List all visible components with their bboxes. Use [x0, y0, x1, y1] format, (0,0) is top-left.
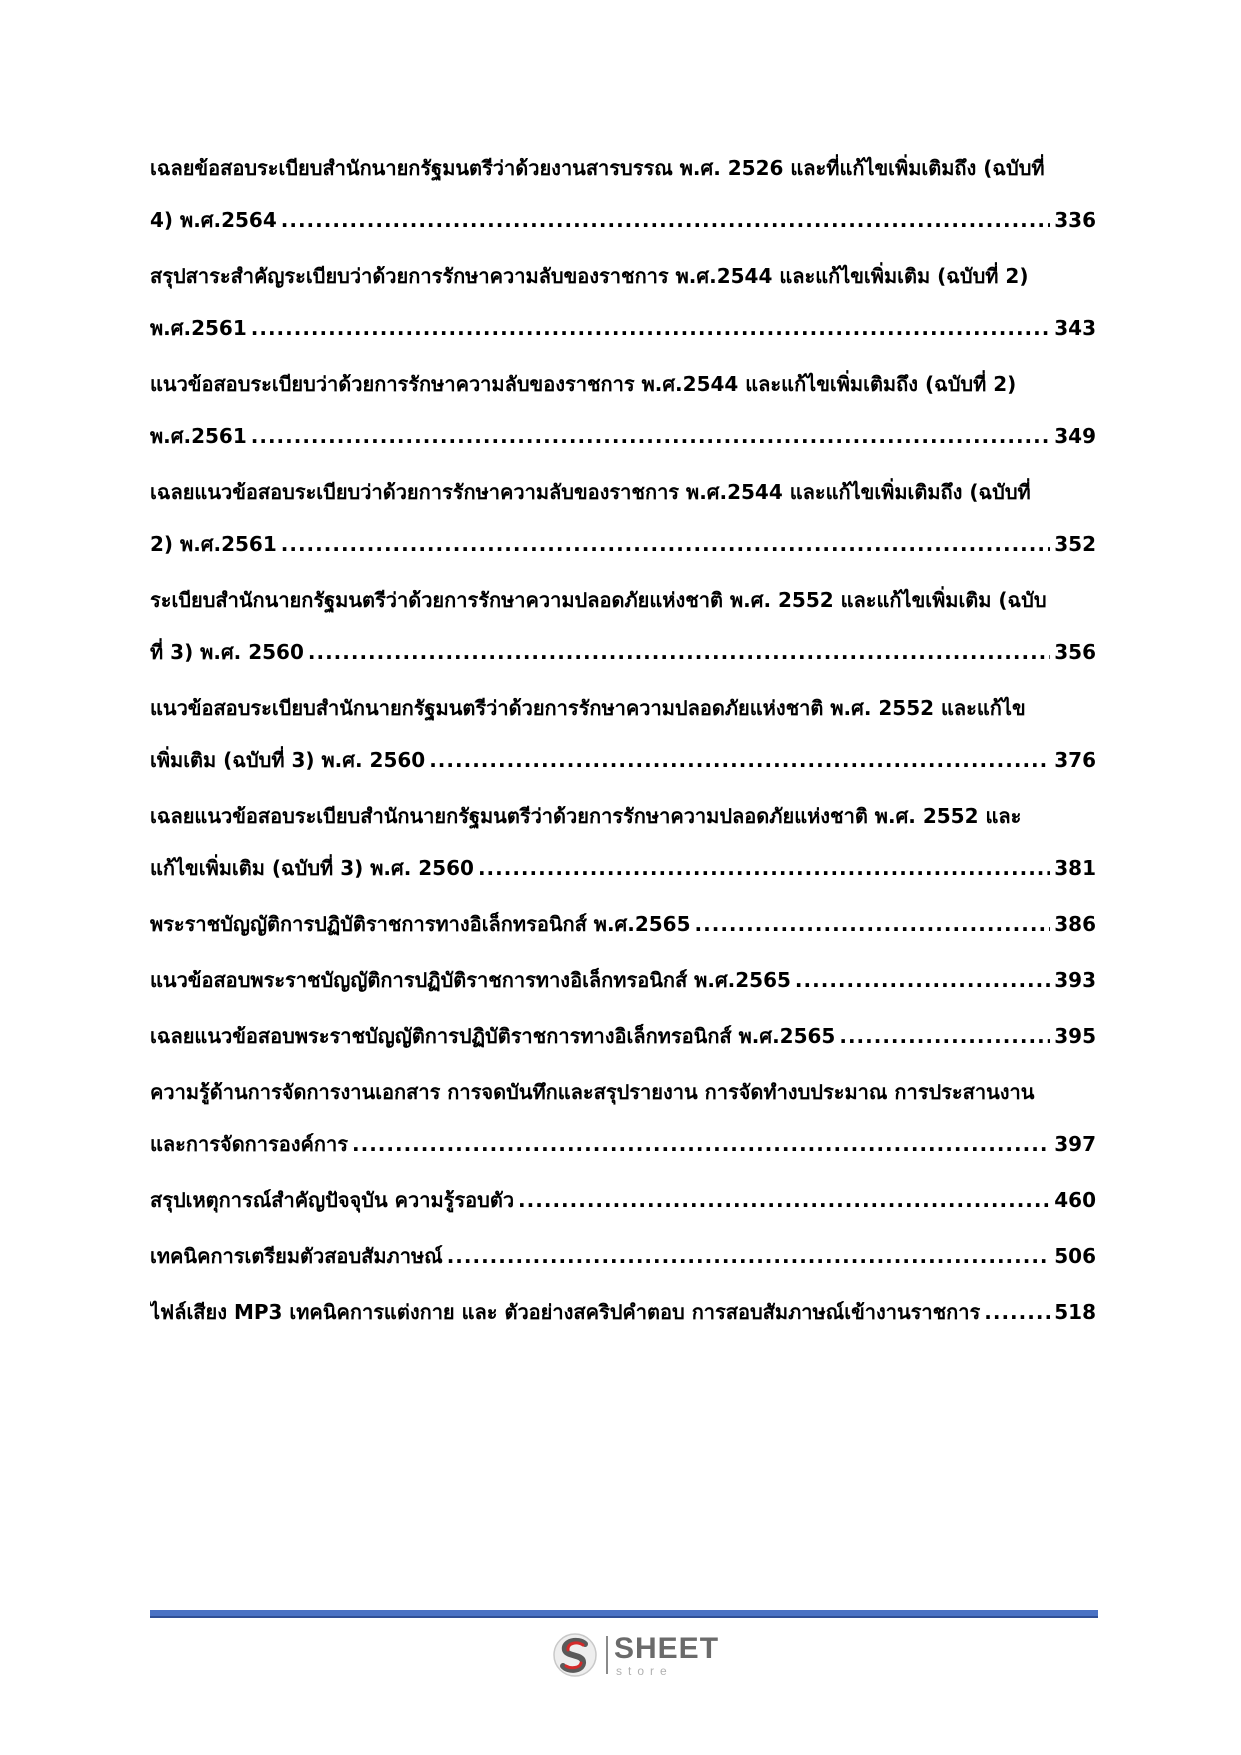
toc-page-number: 381 — [1054, 856, 1096, 880]
dot-leader — [352, 1129, 1050, 1159]
sheet-store-s-logo-icon — [552, 1632, 598, 1678]
dot-leader — [281, 205, 1050, 235]
dot-leader — [251, 313, 1051, 343]
toc-page-number: 460 — [1054, 1188, 1096, 1212]
toc-entry[interactable] — [150, 369, 1096, 451]
toc-entry-title-cont: เพิ่มเติม (ฉบับที่ 3) พ.ศ. 2560 — [150, 748, 426, 772]
logo-subtext: store — [616, 1664, 673, 1678]
dot-leader — [839, 1021, 1050, 1051]
toc-entry-title: พระราชบัญญัติการปฏิบัติราชการทางอิเล็กทรอนิกส์ พ.ศ.2565 — [150, 912, 691, 936]
toc-page-number: 343 — [1054, 316, 1096, 340]
toc-entry-title-line: ความรู้ด้านการจัดการงานเอกสาร การจดบันทึกและสรุปรายงาน การจัดทำงบประมาณ การประสานงาน — [150, 1080, 1035, 1104]
toc-page-number: 336 — [1054, 208, 1096, 232]
toc-entry[interactable] — [150, 585, 1096, 667]
toc-entry[interactable] — [150, 477, 1096, 559]
toc-page-number: 386 — [1054, 912, 1096, 936]
dot-leader — [447, 1241, 1051, 1271]
dot-leader — [308, 637, 1050, 667]
toc-entry[interactable] — [150, 261, 1096, 343]
toc-entry[interactable] — [150, 909, 1096, 939]
toc-entry-title-line: สรุปสาระสำคัญระเบียบว่าด้วยการรักษาความลับของราชการ พ.ศ.2544 และแก้ไขเพิ่มเติม (ฉบับที่ 2) — [150, 264, 1029, 288]
dot-leader — [251, 421, 1051, 451]
dot-leader — [281, 529, 1050, 559]
toc-entry[interactable] — [150, 1077, 1096, 1159]
logo-wordmark: SHEET — [614, 1632, 720, 1665]
toc-page-number: 397 — [1054, 1132, 1096, 1156]
dot-leader — [429, 745, 1050, 775]
toc-entry[interactable] — [150, 801, 1096, 883]
toc-entry-title-line: ระเบียบสำนักนายกรัฐมนตรีว่าด้วยการรักษาความปลอดภัยแห่งชาติ พ.ศ. 2552 และแก้ไขเพิ่มเติม (ฉบับ — [150, 588, 1047, 612]
toc-page-number: 506 — [1054, 1244, 1096, 1268]
toc-entry[interactable] — [150, 965, 1096, 995]
toc-entry[interactable] — [150, 693, 1096, 775]
toc-entry[interactable] — [150, 1297, 1096, 1327]
toc-entry-title: ไฟล์เสียง MP3 เทคนิคการแต่งกาย และ ตัวอย่างสคริปคำตอบ การสอบสัมภาษณ์เข้างานราชการ — [150, 1300, 981, 1324]
toc-entry-title: สรุปเหตุการณ์สำคัญปัจจุบัน ความรู้รอบตัว — [150, 1188, 515, 1212]
toc-page-number: 376 — [1054, 748, 1096, 772]
toc-entry-title-cont: 4) พ.ศ.2564 — [150, 208, 277, 232]
toc-entry[interactable] — [150, 1185, 1096, 1215]
toc-entry-title-line: เฉลยแนวข้อสอบระเบียบสำนักนายกรัฐมนตรีว่าด้วยการรักษาความปลอดภัยแห่งชาติ พ.ศ. 2552 และ — [150, 804, 1022, 828]
toc-entry-title-cont: แก้ไขเพิ่มเติม (ฉบับที่ 3) พ.ศ. 2560 — [150, 856, 474, 880]
dot-leader — [795, 965, 1050, 995]
toc-page-number: 352 — [1054, 532, 1096, 556]
toc-entry-title: แนวข้อสอบพระราชบัญญัติการปฏิบัติราชการทางอิเล็กทรอนิกส์ พ.ศ.2565 — [150, 968, 791, 992]
toc-entry-title-cont: พ.ศ.2561 — [150, 424, 247, 448]
dot-leader — [984, 1297, 1050, 1327]
toc-entry-title-line: เฉลยแนวข้อสอบระเบียบว่าด้วยการรักษาความลับของราชการ พ.ศ.2544 และแก้ไขเพิ่มเติมถึง (ฉบับที่ — [150, 480, 1031, 504]
toc-entry-title: เฉลยแนวข้อสอบพระราชบัญญัติการปฏิบัติราชการทางอิเล็กทรอนิกส์ พ.ศ.2565 — [150, 1024, 836, 1048]
toc-entry-title-line: เฉลยข้อสอบระเบียบสำนักนายกรัฐมนตรีว่าด้วยงานสารบรรณ พ.ศ. 2526 และที่แก้ไขเพิ่มเติมถึง (ฉบับที่ — [150, 156, 1045, 180]
toc-entry-title-line: แนวข้อสอบระเบียบสำนักนายกรัฐมนตรีว่าด้วยการรักษาความปลอดภัยแห่งชาติ พ.ศ. 2552 และแก้ไข — [150, 696, 1026, 720]
toc-entry-title: เทคนิคการเตรียมตัวสอบสัมภาษณ์ — [150, 1244, 443, 1268]
toc-page-number: 395 — [1054, 1024, 1096, 1048]
toc-page-number: 356 — [1054, 640, 1096, 664]
toc-entry-title-cont: พ.ศ.2561 — [150, 316, 247, 340]
toc-entry-title-cont: ที่ 3) พ.ศ. 2560 — [150, 640, 304, 664]
dot-leader — [695, 909, 1051, 939]
toc-entry-title-line: แนวข้อสอบระเบียบว่าด้วยการรักษาความลับของราชการ พ.ศ.2544 และแก้ไขเพิ่มเติมถึง (ฉบับที่ 2) — [150, 372, 1017, 396]
toc-entry-title-cont: และการจัดการองค์การ — [150, 1132, 348, 1156]
dot-leader — [478, 853, 1050, 883]
toc-entry[interactable] — [150, 1021, 1096, 1051]
table-of-contents — [150, 153, 1096, 1353]
toc-entry[interactable] — [150, 1241, 1096, 1271]
logo-separator — [606, 1636, 608, 1674]
toc-entry-title-cont: 2) พ.ศ.2561 — [150, 532, 277, 556]
dot-leader — [518, 1185, 1050, 1215]
toc-entry[interactable] — [150, 153, 1096, 235]
toc-page-number: 393 — [1054, 968, 1096, 992]
toc-page-number: 349 — [1054, 424, 1096, 448]
footer-divider — [150, 1610, 1098, 1618]
sheet-store-logo — [552, 1630, 722, 1682]
toc-page-number: 518 — [1054, 1300, 1096, 1324]
